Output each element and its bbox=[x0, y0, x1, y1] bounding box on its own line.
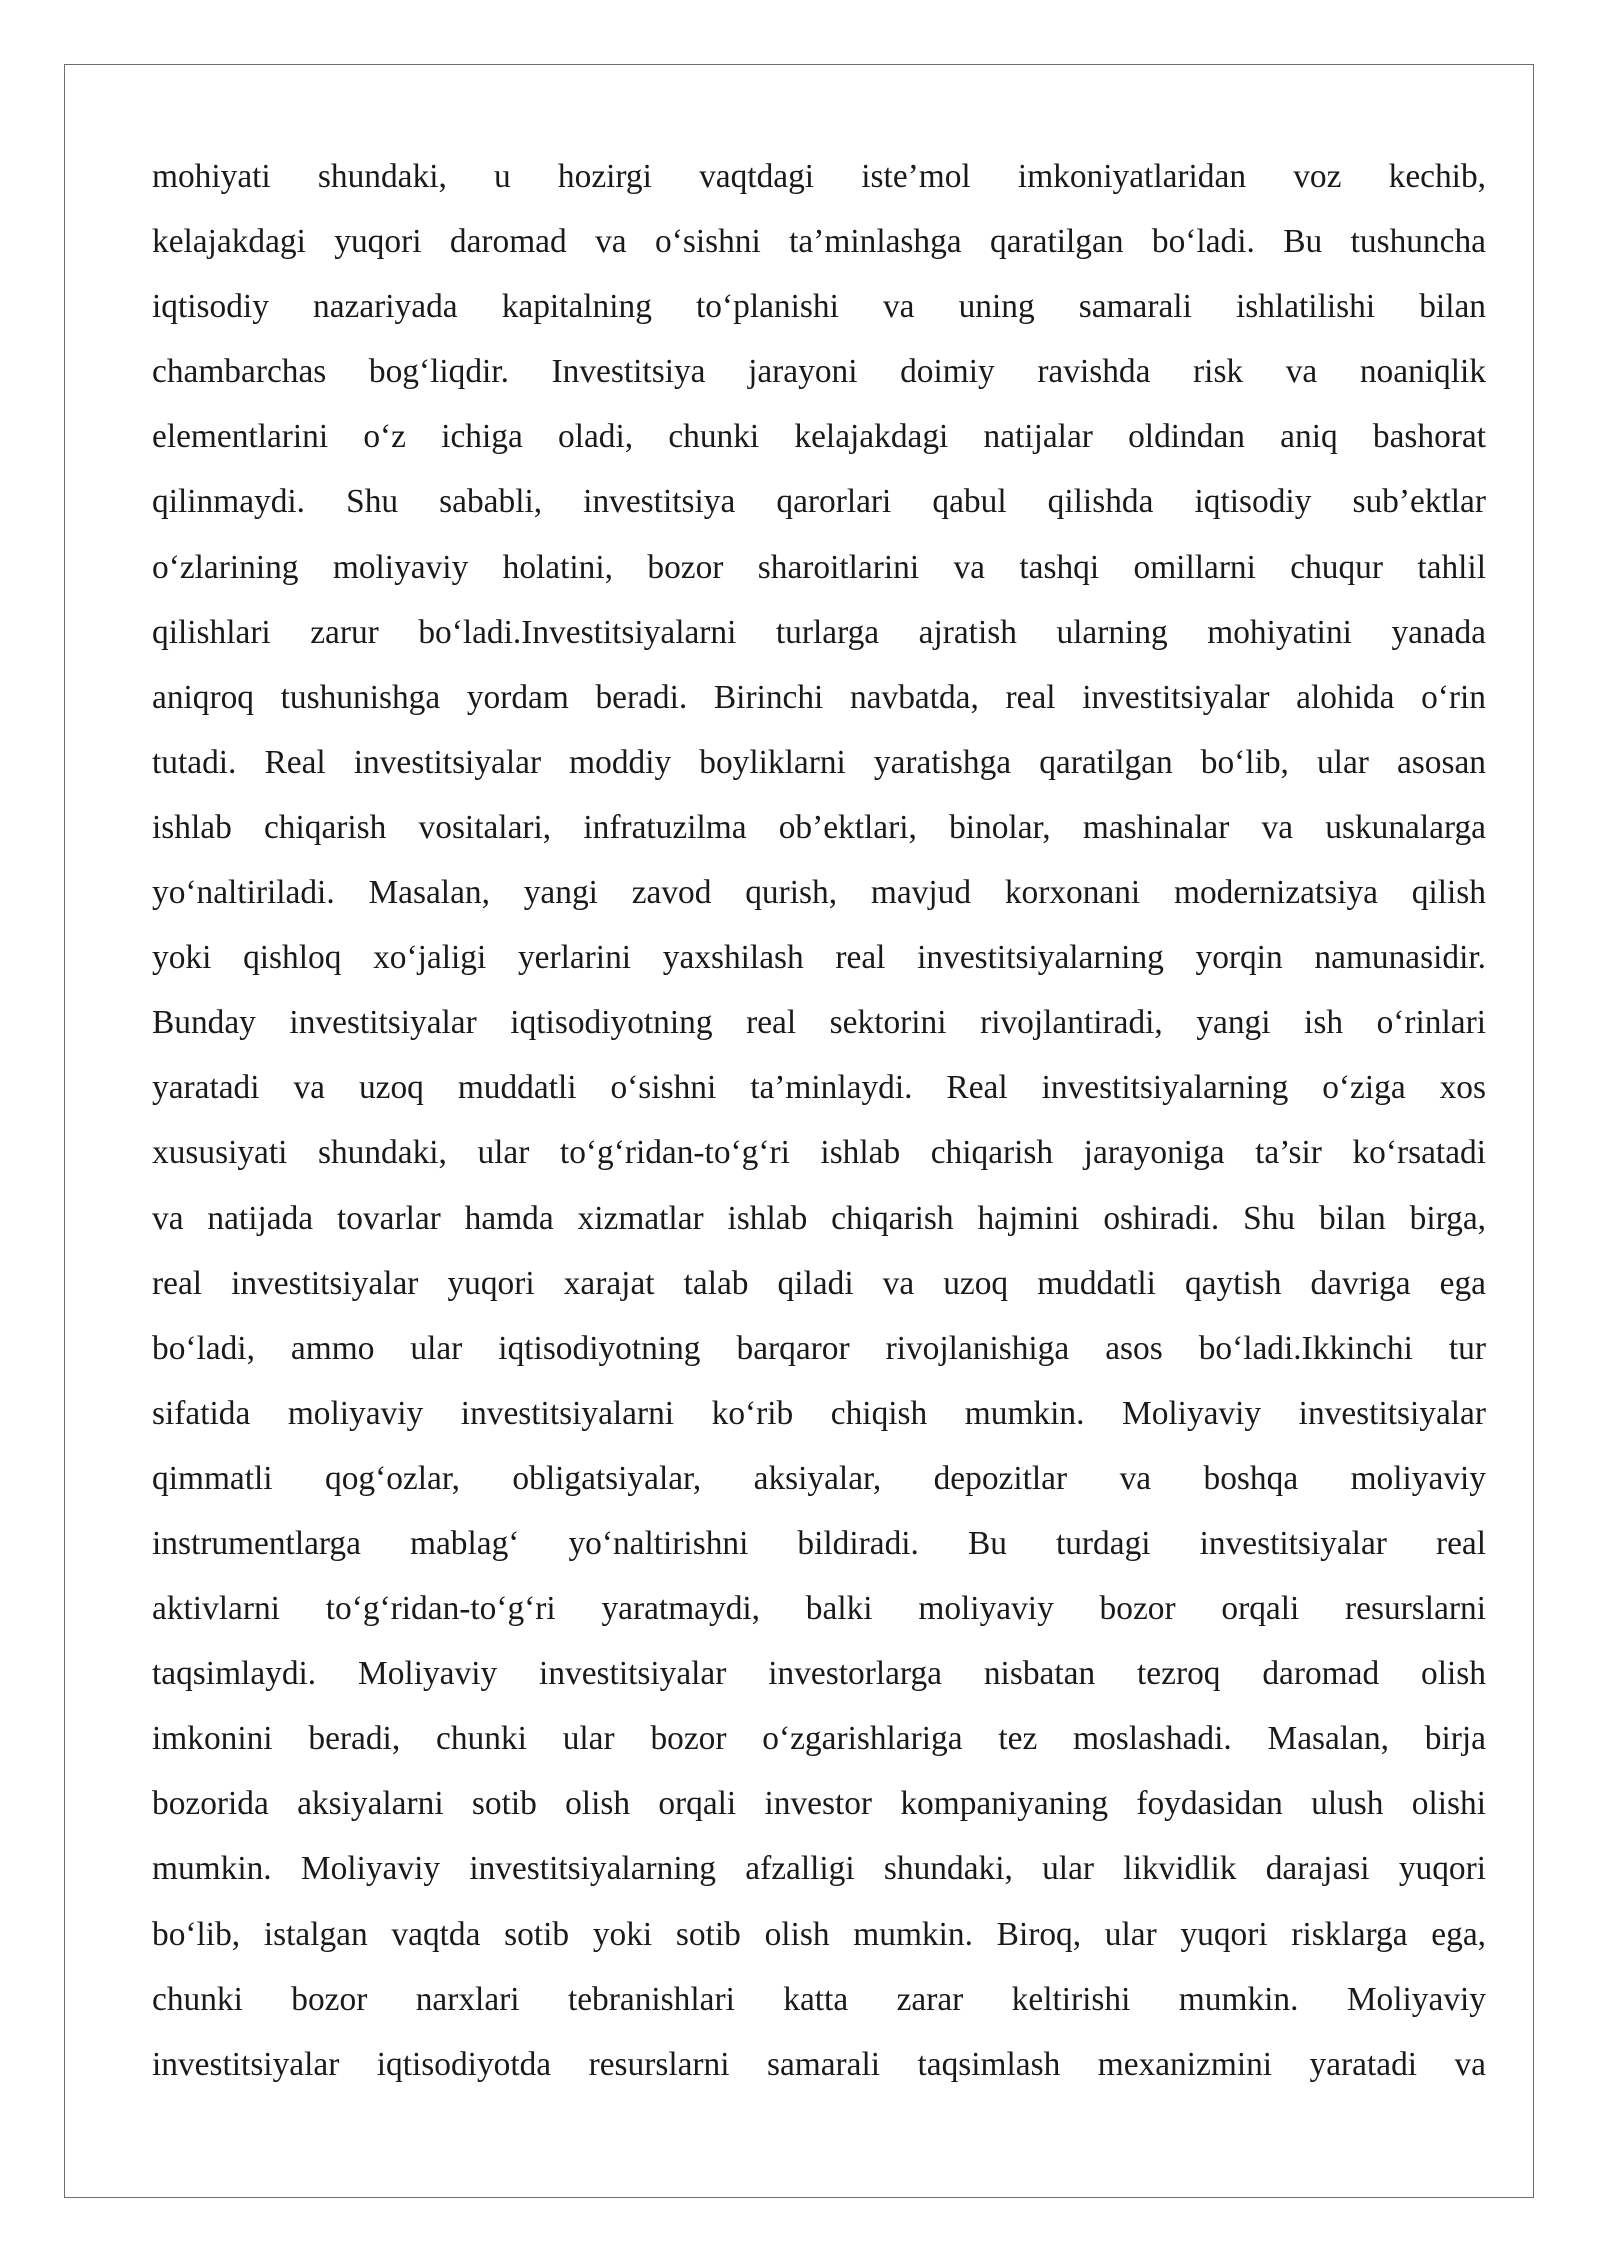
text-line: instrumentlarga mablag‘ yo‘naltirishni bildiradi. Bu turdagi investitsiyalar real bbox=[152, 1524, 1486, 1562]
text-line: qilishlari zarur bo‘ladi.Investitsiyalarni turlarga ajratish ularning mohiyatini yanada bbox=[152, 613, 1486, 651]
text-line: mumkin. Moliyaviy investitsiyalarning afzalligi shundaki, ular likvidlik darajasi yuqori bbox=[152, 1850, 1486, 1888]
text-line: qimmatli qog‘ozlar, obligatsiyalar, aksiyalar, depozitlar va boshqa moliyaviy bbox=[152, 1459, 1486, 1497]
text-line: mohiyati shundaki, u hozirgi vaqtdagi iste’mol imkoniyatlaridan voz kechib, bbox=[152, 158, 1486, 195]
text-line: chunki bozor narxlari tebranishlari katta zarar keltirishi mumkin. Moliyaviy bbox=[152, 1980, 1486, 2018]
text-line: bozorida aksiyalarni sotib olish orqali investor kompaniyaning foydasidan ulush olishi bbox=[152, 1785, 1486, 1823]
text-line: ishlab chiqarish vositalari, infratuzilma ob’ektlari, binolar, mashinalar va uskunalarga bbox=[152, 808, 1486, 846]
text-line: aktivlarni to‘g‘ridan-to‘g‘ri yaratmaydi, balki moliyaviy bozor orqali resurslarni bbox=[152, 1590, 1486, 1628]
text-line: elementlarini o‘z ichiga oladi, chunki kelajakdagi natijalar oldindan aniq bashorat bbox=[152, 418, 1486, 456]
text-line: o‘zlarining moliyaviy holatini, bozor sharoitlarini va tashqi omillarni chuqur tahlil bbox=[152, 548, 1486, 586]
text-line: real investitsiyalar yuqori xarajat talab qiladi va uzoq muddatli qaytish davriga ega bbox=[152, 1264, 1486, 1302]
text-line: taqsimlaydi. Moliyaviy investitsiyalar investorlarga nisbatan tezroq daromad olish bbox=[152, 1655, 1486, 1693]
text-line: imkonini beradi, chunki ular bozor o‘zgarishlariga tez moslashadi. Masalan, birja bbox=[152, 1720, 1486, 1758]
text-line: bo‘ladi, ammo ular iqtisodiyotning barqaror rivojlanishiga asos bo‘ladi.Ikkinchi tur bbox=[152, 1329, 1486, 1367]
text-line: yo‘naltiriladi. Masalan, yangi zavod qurish, mavjud korxonani modernizatsiya qilish bbox=[152, 874, 1486, 912]
text-line: Bunday investitsiyalar iqtisodiyotning real sektorini rivojlantiradi, yangi ish o‘rinlari bbox=[152, 1004, 1486, 1042]
text-line: xususiyati shundaki, ular to‘g‘ridan-to‘g‘ri ishlab chiqarish jarayoniga ta’sir ko‘rsatadi bbox=[152, 1134, 1486, 1172]
text-line: kelajakdagi yuqori daromad va o‘sishni ta’minlashga qaratilgan bo‘ladi. Bu tushuncha bbox=[152, 223, 1486, 261]
text-line: qilinmaydi. Shu sababli, investitsiya qarorlari qabul qilishda iqtisodiy sub’ektlar bbox=[152, 483, 1486, 521]
text-line: aniqroq tushunishga yordam beradi. Birinchi navbatda, real investitsiyalar alohida o‘rin bbox=[152, 678, 1486, 716]
text-line: yaratadi va uzoq muddatli o‘sishni ta’minlaydi. Real investitsiyalarning o‘ziga xos bbox=[152, 1069, 1486, 1107]
text-line: chambarchas bog‘liqdir. Investitsiya jarayoni doimiy ravishda risk va noaniqlik bbox=[152, 353, 1486, 391]
body-text bbox=[152, 144, 1486, 2097]
text-line: bo‘lib, istalgan vaqtda sotib yoki sotib olish mumkin. Biroq, ular yuqori risklarga ega, bbox=[152, 1915, 1486, 1953]
text-line: tutadi. Real investitsiyalar moddiy boyliklarni yaratishga qaratilgan bo‘lib, ular asosan bbox=[152, 743, 1486, 781]
text-line: va natijada tovarlar hamda xizmatlar ishlab chiqarish hajmini oshiradi. Shu bilan birga, bbox=[152, 1199, 1486, 1237]
text-line: iqtisodiy nazariyada kapitalning to‘planishi va uning samarali ishlatilishi bilan bbox=[152, 288, 1486, 326]
text-line: sifatida moliyaviy investitsiyalarni ko‘rib chiqish mumkin. Moliyaviy investitsiyalar bbox=[152, 1394, 1486, 1432]
text-line: investitsiyalar iqtisodiyotda resurslarni samarali taqsimlash mexanizmini yaratadi va bbox=[152, 2045, 1486, 2083]
text-line: yoki qishloq xo‘jaligi yerlarini yaxshilash real investitsiyalarning yorqin namunasidir. bbox=[152, 939, 1486, 977]
